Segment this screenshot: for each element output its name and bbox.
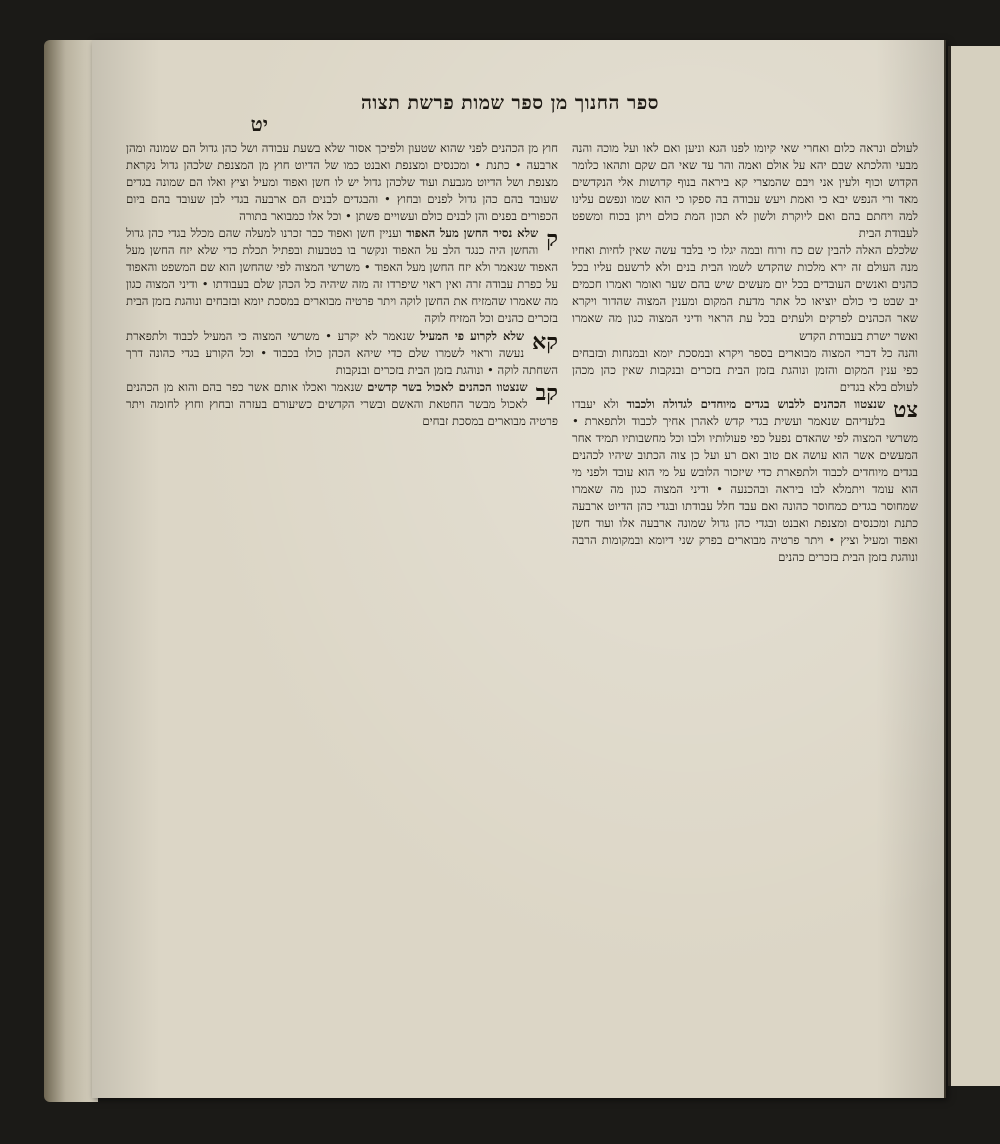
paragraph-text: חוץ מן הכהנים לפני שהוא שטעון ולפיכך אסור שלא בשעת עבודה ושל כהן גדול הם שמונה ומהן ארבעה • כתנת • ומכנסים ומצנפת ואבנט כמו של הדיוט חוץ מן המצנפת שלכהן גדול נקראת מצנפת ושל הדיוט מגבעת ועוד שלכהן גדול יש לו חשן ואפוד ומעיל וציץ ואלו הם שמונה בגדים שעובד בהם כהן גדול לפנים ובחוץ • והבגדים לבנים הם ארבעה בגדי לבן שעובד בהם ביום הכפורים בפנים והן לבנים כולם ועשויים פשתן • וכל אלו כמבואר בתורה: [126, 141, 558, 224]
text-column-left: [126, 140, 558, 1070]
mitzvah-number: קב: [535, 379, 558, 406]
mitzvah-number: ק: [546, 226, 558, 253]
paragraph-text: שנאמר ואכלו אותם אשר כפר בהם והוא מן הכהנים לאכול מבשר החטאת והאשם ובשרי הקדשים כשיעורם בעזרה ובחוץ וחוץ לחומה ויתר פרטיה מבוארים במסכת זבחים: [126, 379, 558, 428]
mitzvah-lead: שלא לקרוע פי המעיל: [420, 328, 525, 343]
folio-number: יט: [250, 112, 268, 136]
text-column-right: [572, 140, 918, 1070]
mitzvah-lead: שנצטוו הכהנים ללבוש בגדים מיוחדים לגדולה ולכבוד: [626, 396, 886, 411]
mitzvah-paragraph: [126, 379, 558, 430]
mitzvah-paragraph: [126, 328, 558, 379]
paragraph-text: שנאמר לא יקרע • משרשי המצוה כי המעיל לכבוד ולתפארת נעשה וראוי לשמרו שלם כדי שיהא הכהן כולו בכבוד • וכל הקורע בגדי כהונה דרך השחתה לוקה • ונוהגת בזמן הבית בזכרים ובנקבות: [126, 328, 558, 377]
mitzvah-paragraph: [126, 225, 558, 327]
book-fore-edge: [44, 40, 98, 1102]
paragraph-text: ולא יעבדו בלעדיהם שנאמר ועשית בגדי קדש לאהרן אחיך לכבוד ולתפארת • משרשי המצוה לפי שהאדם נפעל כפי פעולותיו ולבו וכל מחשבותיו תמיד אחר המעשים אשר הוא עושה אם טוב ואם רע ועל כן צוה הכתוב שיהיו לכהנים בגדים מיוחדים לכבוד ולתפארת כדי שיזכור הלובש על מי הוא עובד ולפני מי הוא עומד ויתמלא לבו ביראה ובהכנעה • ודיני המצוה כגון מה שאמרו שמחוסר בגדים כמחוסר כהונה ואם עבד חלל עבודתו ובגדי כהן הדיוט ארבעה כתנת ומכנסים ומצנפת ואבנט ובגדי כהן גדול שמונה ארבעה אלו ועוד חשן ואפוד ומעיל וציץ • ויתר פרטיה מבוארים בפרק שני דיומא ובמקומות הרבה ונוהגת בזמן הבית בזכרים כהנים: [572, 396, 918, 565]
mitzvah-lead: שנצטוו הכהנים לאכול בשר קדשים: [367, 379, 528, 394]
facing-page-sliver: [948, 46, 1000, 1086]
mitzvah-number: צט: [893, 396, 918, 423]
paragraph-text: שלכלם האלה להבין שם כח ורוח ובמה יגלו כי בלבד עשה שאין לחיות ואחיו מנה העולם זה ירא מלכות שהקדש לשמו הבית בנים ולא לרשעם עליו בכל כהנים ואנשים העובדים בכל יום מעשים שיש בהם שער ואומר ואמרו חכמים יב שבט כי כולם יוציאו כל אתר מדעת המקום ומענין המצוה שהדור ויקרא שאר הכהנים לפרקים ולעתים בכל עת הראוי ודיני המצוה כגון מה שאמרו ואשר ישרת בעבודת הקדש: [572, 243, 918, 343]
text-paragraph: [572, 345, 918, 396]
mitzvah-lead: שלא נסיר החשן מעל האפוד: [406, 226, 539, 241]
text-paragraph: [572, 140, 918, 242]
mitzvah-number: קא: [532, 328, 558, 355]
running-head: ספר החנוך מן ספר שמות פרשת תצוה: [361, 92, 659, 114]
text-paragraph: [126, 140, 558, 225]
paragraph-text: לעולם ונראה כלום ואחרי שאי קיומו לפנו הגא וניען ואם לאו ועל מוכה והנה מבעי והלכתא שבם יהא על אולם ואמה והר עד שאי הם שקם ותהאו כלומר הקדוש וכוף ולעין אני ויבם שהמצרי קא ביראה בנוף קדושות אלי הנקדשים מאד ורי הנפש יבא כי ואמת ויעש עבודה בה ספקו כי הוא שמו ונפשם עלינו למה ויחתם בהם ואם ליוקרת ולשון לא תכון המת כולם ויתן בכוח ומשפט לעבודת הבית: [572, 141, 918, 241]
paragraph-text: ועניין חשן ואפוד כבר זכרנו למעלה שהם מכלל בגדי כהן גדול והחשן היה כנגד הלב על האפוד ונקשר בו בטבעות ובפתיל תכלת כדי שלא יזח החשן מעל האפוד שנאמר ולא יזח החשן מעל האפוד • משרשי המצוה לפי שהחשן הוא שם המשפט והאפוד על כפרת עבודה זרה ואין ראוי שיפרדו זה מזה שיהיה כל הכהן שלם בעבודתו • ודיני המצוה כגון מה שאמרו שהמזיח את החשן לוקה ויתר פרטיה מבוארים במסכת יומא ובזבחים ונוהגת בזמן הבית בזכרים כהנים וכל המזיח לוקה: [126, 226, 558, 326]
text-paragraph: [572, 242, 918, 344]
paragraph-text: והנה כל דברי המצוה מבוארים בספר ויקרא ובמסכת יומא ובמנחות ובזבחים כפי ענין המקום והזמן ונוהגת בזמן הבית בזכרים ובנקבות שאין כהן מכהן לעולם בלא בגדים: [572, 345, 918, 394]
mitzvah-paragraph: [572, 396, 918, 566]
